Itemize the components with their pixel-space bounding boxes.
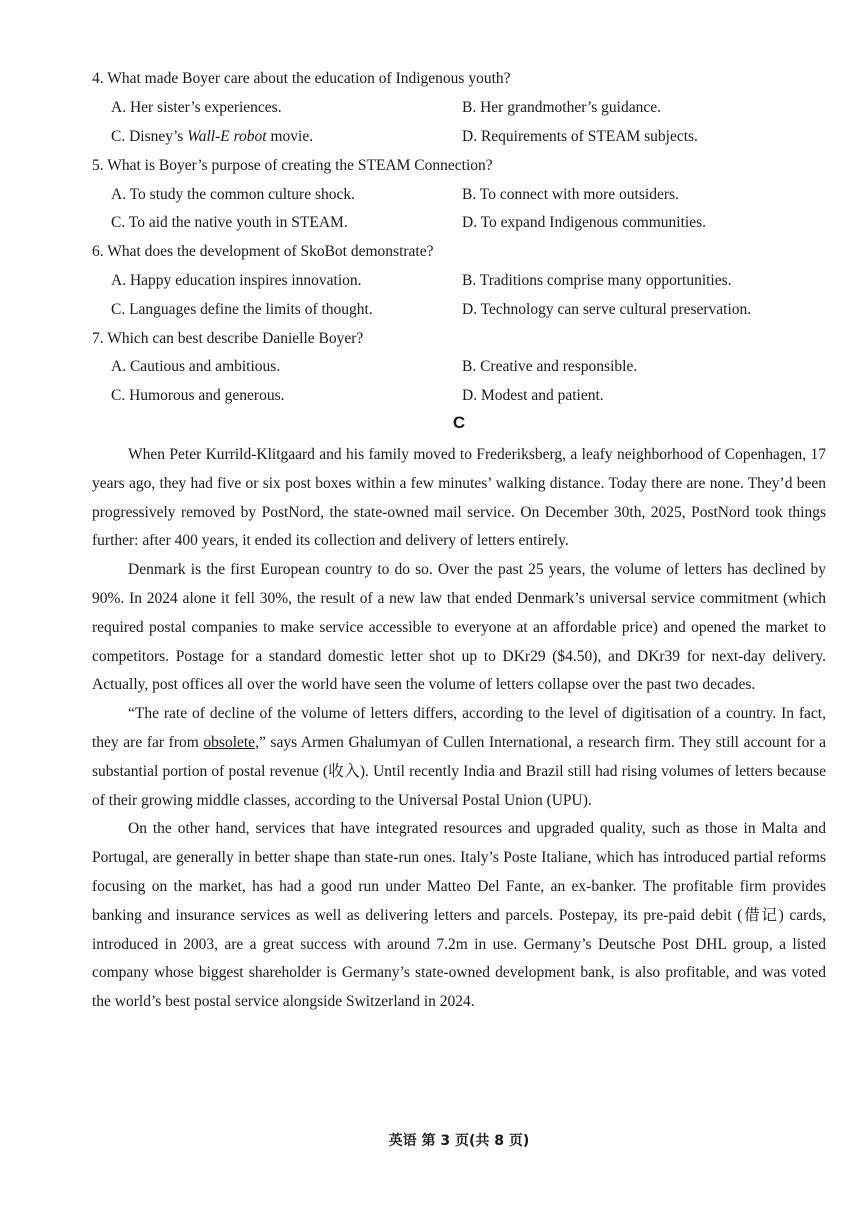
- passage-paragraph-1: When Peter Kurrild-Klitgaard and his family moved to Frederiksberg, a leafy neighborhood of Copenhagen, 17 years ago, they had five or six post boxes within a few minutes’ walking distance. Today there are none. They’d been progressively removed by PostNord, the state-owned mail service. On December 30th, 2025, PostNord took things further: after 400 years, it ended its collection and delivery of letters entirely.: [92, 446, 826, 550]
- question-6-option-d: D. Technology can serve cultural preservation.: [462, 301, 752, 318]
- question-5-option-a: A. To study the common culture shock.: [111, 186, 356, 203]
- question-4-option-a: A. Her sister’s experiences.: [111, 99, 282, 116]
- question-6-option-b: B. Traditions comprise many opportunities.: [462, 272, 732, 289]
- question-6-option-c: C. Languages define the limits of thought.: [111, 301, 373, 318]
- reading-passage: [92, 441, 826, 1017]
- question-4-option-d: D. Requirements of STEAM subjects.: [462, 128, 698, 145]
- option-c-prefix: C. Disney’s: [111, 128, 188, 145]
- option-c-italic-title: Wall-E robot: [187, 128, 267, 145]
- question-7-option-c: C. Humorous and generous.: [111, 387, 285, 404]
- section-heading: C: [452, 413, 466, 432]
- question-5-option-b: B. To connect with more outsiders.: [462, 186, 679, 203]
- question-5-stem: 5. What is Boyer’s purpose of creating the STEAM Connection?: [92, 157, 493, 174]
- question-4-stem: 4. What made Boyer care about the education of Indigenous youth?: [92, 70, 511, 87]
- passage-paragraph-4: On the other hand, services that have integrated resources and upgraded quality, such as those in Malta and Portugal, are generally in better shape than state-run ones. Italy’s Poste Italiane, which has introduced partial reforms focusing on the market, has had a good run under Matteo Del Fante, an ex-banker. The profitable firm provides banking and insurance services as well as delivering letters and parcels. Postepay, its pre-paid debit (借记) cards, introduced in 2003, are a great success with around 7.2m in use. Germany’s Deutsche Post DHL group, a listed company whose biggest shareholder is Germany’s state-owned development bank, is also profitable, and was voted the world’s best postal service alongside Switzerland in 2024.: [92, 820, 826, 1011]
- passage-paragraph-2: Denmark is the first European country to do so. Over the past 25 years, the volume of letters has declined by 90%. In 2024 alone it fell 30%, the result of a new law that ended Denmark’s universal service commitment (which required postal companies to make service accessible to everyone at an affordable price) and opened the market to competitors. Postage for a standard domestic letter shot up to DKr29 ($4.50), and DKr39 for next-day delivery. Actually, post offices all over the world have seen the volume of letters collapse over the past two decades.: [92, 561, 826, 694]
- paragraph-3-lead: “The rate of decline of the volume of letters differs, according to the level of digitisation of a country. In fact, they are far from: [92, 705, 826, 751]
- passage-paragraph-3: [92, 700, 826, 815]
- question-7-option-d: D. Modest and patient.: [462, 387, 604, 404]
- question-7-option-a: A. Cautious and ambitious.: [111, 358, 281, 375]
- question-6-option-a: A. Happy education inspires innovation.: [111, 272, 362, 289]
- page-footer: 英语 第 3 页(共 8 页): [388, 1133, 530, 1149]
- question-7-option-b: B. Creative and responsible.: [462, 358, 638, 375]
- paragraph-3-rest: ,” says Armen Ghalumyan of Cullen International, a research firm. They still account for a substantial portion of postal revenue (收入). Until recently India and Brazil still had rising volumes of letters because of their growing middle classes, according to the Universal Postal Union (UPU).: [92, 733, 826, 809]
- option-c-suffix: movie.: [266, 128, 314, 145]
- question-5-option-d: D. To expand Indigenous communities.: [462, 214, 707, 231]
- question-4-option-b: B. Her grandmother’s guidance.: [462, 99, 662, 116]
- question-6-stem: 6. What does the development of SkoBot demonstrate?: [92, 243, 434, 260]
- underlined-word: obsolete: [203, 733, 256, 751]
- question-5-option-c: C. To aid the native youth in STEAM.: [111, 214, 348, 231]
- question-4-option-c: [111, 128, 313, 146]
- question-7-stem: 7. Which can best describe Danielle Boyer?: [92, 330, 364, 347]
